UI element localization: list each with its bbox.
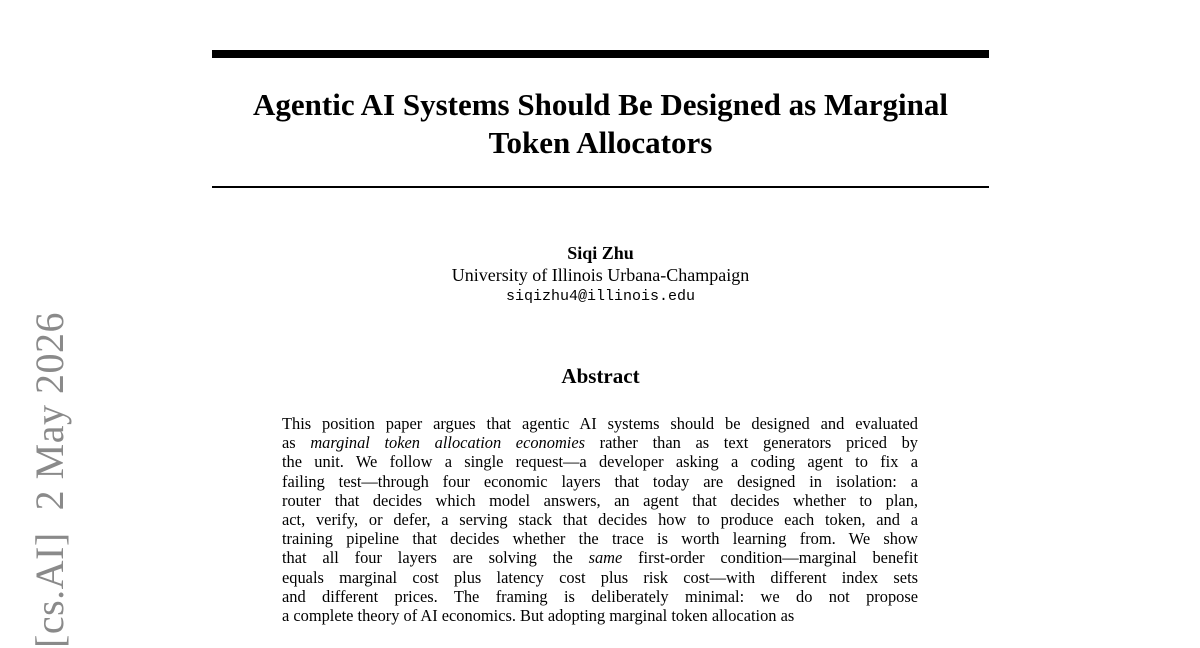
abstract-text: first-order condition—marginal benefit [622,548,918,568]
abstract-body [282,414,918,625]
abstract-line [282,452,918,471]
abstract-line [282,548,918,567]
author-affiliation: University of Illinois Urbana-Champaign [451,265,750,285]
abstract-emphasis: marginal token allocation economies [310,433,585,453]
abstract-text: act, verify, or defer, a serving stack that decides how to produce each token, and a [282,510,918,530]
abstract-line [282,491,918,510]
abstract-text: training pipeline that decides whether the trace is worth learning from. We show [282,529,918,549]
abstract-heading: Abstract [561,364,640,388]
abstract-text: a complete theory of AI economics. But adopting marginal token allocation as [282,606,795,626]
abstract-line [282,433,918,452]
author-name: Siqi Zhu [567,243,634,263]
abstract-line [282,529,918,548]
abstract-text: as [282,433,311,453]
abstract-text: rather than as text generators priced by [585,433,918,453]
abstract-text: This position paper argues that agentic AI systems should be designed and evaluated [282,414,918,433]
author-block [212,242,989,308]
arxiv-category: [cs.AI] [27,532,72,648]
abstract-text: and different prices. The framing is deliberately minimal: we do not propose [282,586,918,606]
abstract-text: router that decides which model answers, an agent that decides whether to plan, [282,490,918,510]
paper-title [212,86,989,162]
paper-title-line-2: Token Allocators [488,125,713,160]
abstract-emphasis: same [588,548,623,568]
author-email[interactable]: siqizhu4@illinois.edu [505,288,696,305]
abstract-text: failing test—through four economic layers that today are designed in isolation: a [282,471,918,491]
arxiv-date: 2 May 2026 [27,312,72,511]
abstract-line [282,414,918,433]
abstract-text: the unit. We follow a single request—a developer asking a coding agent to fix a [282,452,918,472]
arxiv-stamp [26,312,74,648]
abstract-line [282,606,918,625]
abstract-line [282,568,918,587]
title-bottom-rule [212,186,989,188]
abstract-line [282,510,918,529]
abstract-line [282,472,918,491]
paper-title-line-1: Agentic AI Systems Should Be Designed as Marginal [253,87,948,122]
abstract-text: equals marginal cost plus latency cost plus risk cost—with different index sets [282,567,918,587]
abstract-text: that all four layers are solving the [282,548,589,568]
abstract-line [282,587,918,606]
title-top-rule [212,50,989,58]
